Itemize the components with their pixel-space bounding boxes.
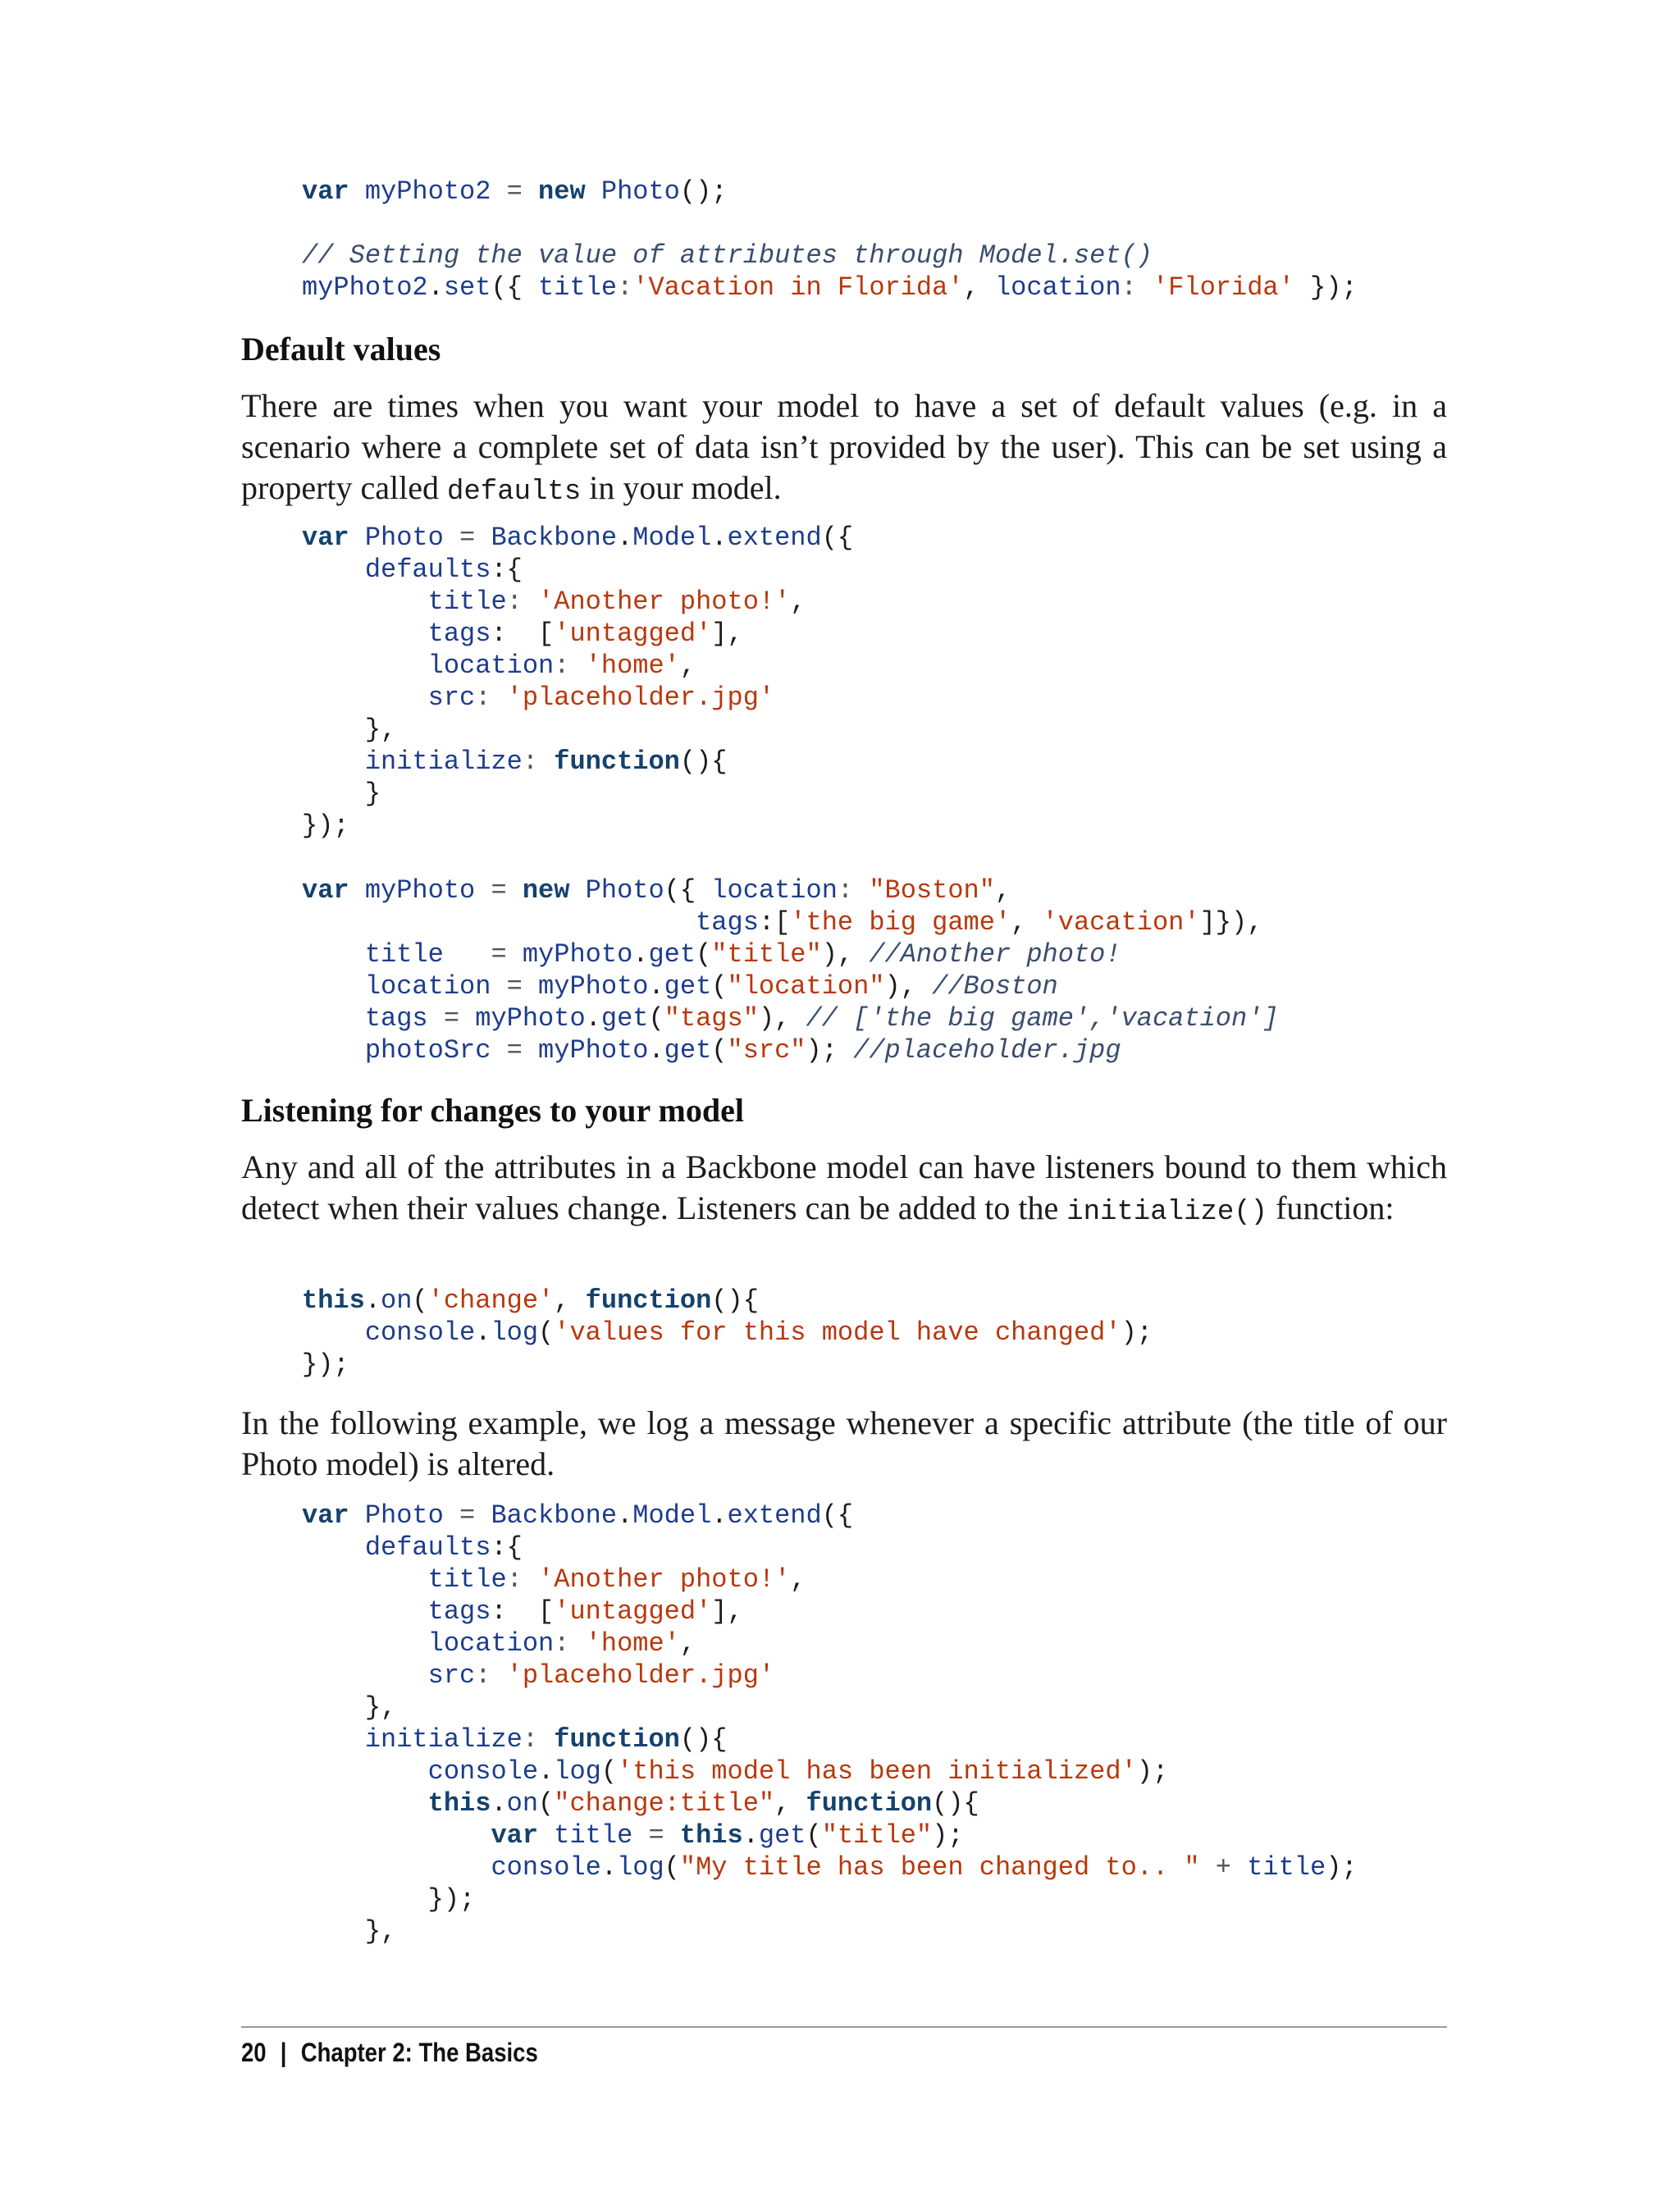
code-token: Photo	[585, 875, 664, 906]
code-token: .	[711, 1500, 728, 1531]
page-footer	[241, 2036, 538, 2069]
code-token: ,	[963, 272, 995, 303]
code-token: console	[427, 1756, 539, 1787]
code-token: (	[806, 1820, 822, 1851]
code-token: tags	[427, 1596, 491, 1627]
code-token: ();	[679, 176, 728, 207]
code-token: (	[664, 1852, 680, 1883]
code-token: title	[427, 587, 507, 617]
code-token: this	[679, 1820, 743, 1851]
code-comment: // ['the big game','vacation']	[806, 1003, 1279, 1034]
code-token: function	[585, 1285, 712, 1316]
code-token: =	[491, 176, 539, 207]
code-token: :[	[758, 907, 791, 938]
code-string: 'untagged'	[554, 1596, 712, 1627]
code-string: "change:title"	[554, 1788, 775, 1819]
code-token: get	[758, 1820, 806, 1851]
paragraph-following-example: In the following example, we log a message whenever a specific attribute (the title of our Photo model) is altered.	[241, 1404, 1447, 1482]
code-string: 'Another photo!'	[538, 1564, 791, 1595]
code-token: get	[648, 939, 696, 970]
code-token: (	[711, 971, 728, 1002]
code-token: (	[538, 1317, 555, 1348]
code-token: .	[427, 272, 444, 303]
code-token: (){	[711, 1285, 759, 1316]
code-token: },	[302, 1692, 397, 1723]
code-token: initialize	[364, 746, 523, 777]
code-token: .	[538, 1756, 555, 1787]
paragraph-text: Any and all of the attributes in a Backbone model can have listeners bound to them which detect when their values change. Listeners can be added to the	[241, 1148, 1447, 1226]
code-token: function	[554, 1724, 680, 1755]
code-string: 'Florida'	[1152, 272, 1294, 303]
code-token: get	[664, 1035, 712, 1066]
code-token: tags	[427, 619, 491, 649]
code-block-defaults	[302, 522, 853, 842]
code-token: .	[711, 523, 728, 553]
code-string: "tags"	[664, 1003, 759, 1034]
code-token: title	[1247, 1852, 1326, 1883]
code-token: location	[364, 971, 491, 1002]
code-string: "src"	[727, 1035, 806, 1066]
code-token: defaults	[364, 1532, 491, 1563]
code-token: Backbone	[491, 523, 618, 553]
code-token: location	[427, 1628, 555, 1659]
code-token: initialize	[364, 1724, 523, 1755]
code-token: =	[443, 939, 523, 970]
code-token: });	[302, 1349, 349, 1380]
code-token: .	[585, 1003, 601, 1034]
code-string: 'values for this model have changed'	[554, 1317, 1121, 1348]
code-token: .	[648, 971, 664, 1002]
code-token: .	[617, 523, 633, 553]
code-string: 'home'	[585, 1628, 680, 1659]
code-token: .	[632, 939, 649, 970]
code-token: (	[648, 1003, 664, 1034]
code-token: =	[491, 1035, 539, 1066]
code-token: ,	[790, 587, 806, 617]
code-token: },	[302, 714, 397, 745]
code-token: Photo	[600, 176, 680, 207]
code-token: ]}),	[1199, 907, 1263, 938]
code-token: location	[427, 651, 555, 681]
paragraph-listening	[241, 1147, 1447, 1233]
paragraph-text: There are times when you want your model to have a set of default values (e.g. in a scenario where a complete set of data isn’t provided by the user). This can be set using a property called	[241, 387, 1447, 506]
code-comment: //placeholder.jpg	[853, 1035, 1121, 1066]
code-token: (	[412, 1285, 428, 1316]
code-token: .	[491, 1788, 507, 1819]
code-token: var	[302, 176, 349, 207]
code-token: );	[1121, 1317, 1153, 1348]
code-token: :{	[491, 1532, 523, 1563]
code-token: (){	[679, 746, 728, 777]
code-token: title	[554, 1820, 633, 1851]
code-token: : [	[491, 1596, 555, 1627]
paragraph-default-values	[241, 386, 1447, 513]
code-string: "Boston"	[869, 875, 995, 906]
code-token: :	[837, 875, 870, 906]
code-string: 'change'	[427, 1285, 555, 1316]
code-token: ({	[821, 1500, 854, 1531]
code-token: (	[711, 1035, 728, 1066]
code-token: log	[491, 1317, 539, 1348]
code-token: );	[1136, 1756, 1169, 1787]
code-token: ,	[774, 1788, 806, 1819]
code-token: myPhoto	[538, 1035, 649, 1066]
code-string: 'placeholder.jpg'	[506, 1660, 775, 1691]
code-token: (	[538, 1788, 555, 1819]
code-token: ({	[821, 523, 854, 553]
code-string: "My title has been changed to.. "	[679, 1852, 1200, 1883]
code-token: ),	[884, 971, 933, 1002]
code-token: =	[443, 523, 491, 553]
code-token: );	[932, 1820, 964, 1851]
code-string: 'Another photo!'	[538, 587, 791, 617]
code-token: new	[538, 176, 586, 207]
code-token: src	[427, 1660, 476, 1691]
code-token: .	[742, 1820, 759, 1851]
code-token: .	[364, 1285, 381, 1316]
code-token: ({	[491, 272, 539, 303]
code-token: myPhoto	[475, 1003, 586, 1034]
code-token: =	[475, 875, 523, 906]
code-block-get-defaults	[302, 874, 1279, 1066]
code-token: :	[554, 651, 586, 681]
footer-separator: |	[280, 2038, 287, 2067]
code-token: myPhoto2	[364, 176, 491, 207]
code-comment: // Setting the value of attributes through Model.set()	[302, 240, 1153, 271]
code-token: .	[475, 1317, 491, 1348]
paragraph-text: function:	[1267, 1189, 1395, 1226]
code-string: 'the big game'	[790, 907, 1011, 938]
code-block-change-title	[302, 1500, 1358, 1947]
code-token: new	[522, 875, 570, 906]
code-token: ,	[554, 1285, 586, 1316]
code-token: ],	[711, 1596, 743, 1627]
code-token: );	[1326, 1852, 1358, 1883]
code-token: });	[302, 810, 349, 841]
code-token: extend	[727, 1500, 822, 1531]
code-string: 'untagged'	[554, 619, 712, 649]
page-number: 20	[241, 2038, 267, 2067]
code-token: :	[522, 746, 555, 777]
code-string: 'placeholder.jpg'	[506, 682, 775, 713]
code-token: ],	[711, 619, 743, 649]
code-token: defaults	[364, 555, 491, 585]
code-token: (	[696, 939, 712, 970]
code-token: =	[443, 1500, 491, 1531]
code-token: console	[491, 1852, 601, 1883]
code-token: ,	[1011, 907, 1043, 938]
code-token: +	[1199, 1852, 1248, 1883]
code-token: :	[617, 272, 633, 303]
code-token: ({	[664, 875, 712, 906]
code-token: myPhoto	[522, 939, 633, 970]
code-token: :	[475, 682, 507, 713]
code-token: ,	[994, 875, 1011, 906]
code-token: (){	[679, 1724, 728, 1755]
code-token: .	[648, 1035, 664, 1066]
code-token: get	[664, 971, 712, 1002]
code-token: :	[554, 1628, 586, 1659]
code-token: this	[427, 1788, 491, 1819]
code-token: function	[554, 746, 680, 777]
footer-divider	[241, 2026, 1447, 2028]
code-token: set	[443, 272, 491, 303]
code-token: on	[506, 1788, 539, 1819]
code-token: ,	[679, 1628, 696, 1659]
code-token: Model	[632, 1500, 712, 1531]
code-token: :	[506, 1564, 539, 1595]
code-string: 'this model has been initialized'	[617, 1756, 1137, 1787]
section-heading-default-values: Default values	[241, 331, 441, 368]
inline-code: initialize()	[1066, 1197, 1268, 1228]
code-token: Backbone	[491, 1500, 618, 1531]
code-token: ,	[679, 651, 696, 681]
code-token: title	[427, 1564, 507, 1595]
code-token: title	[364, 939, 444, 970]
code-string: 'Vacation in Florida'	[632, 272, 964, 303]
code-token: Photo	[364, 1500, 444, 1531]
code-token: ),	[758, 1003, 806, 1034]
code-token: Photo	[364, 523, 444, 553]
code-token: }	[302, 778, 381, 809]
code-token: },	[302, 1916, 397, 1947]
code-token: );	[806, 1035, 854, 1066]
code-token: function	[806, 1788, 933, 1819]
code-comment: //Another photo!	[869, 939, 1121, 970]
code-token: log	[554, 1756, 601, 1787]
code-token: log	[617, 1852, 664, 1883]
code-token: tags	[364, 1003, 428, 1034]
code-string: "title"	[821, 1820, 933, 1851]
code-token: myPhoto2	[302, 272, 428, 303]
code-token: :	[475, 1660, 507, 1691]
code-block-on-change	[302, 1285, 1153, 1381]
code-token: : [	[491, 619, 555, 649]
section-heading-listening: Listening for changes to your model	[241, 1092, 744, 1129]
code-string: 'home'	[585, 651, 680, 681]
code-token: :	[506, 587, 539, 617]
code-token: });	[1294, 272, 1358, 303]
code-token: =	[632, 1820, 680, 1851]
code-token: :	[1121, 272, 1153, 303]
paragraph-text: in your model.	[581, 469, 782, 506]
code-token: var	[302, 1500, 349, 1531]
code-token: get	[600, 1003, 649, 1034]
code-comment: //Boston	[932, 971, 1058, 1002]
code-token: var	[491, 1820, 539, 1851]
code-token: :	[522, 1724, 555, 1755]
code-token: myPhoto	[364, 875, 476, 906]
code-token: src	[427, 682, 476, 713]
code-token: (	[600, 1756, 618, 1787]
code-token: .	[600, 1852, 618, 1883]
code-token: var	[302, 875, 349, 906]
code-token: location	[994, 272, 1121, 303]
code-string: 'vacation'	[1042, 907, 1200, 938]
code-token: ,	[790, 1564, 806, 1595]
code-token: console	[364, 1317, 476, 1348]
code-token: myPhoto	[538, 971, 649, 1002]
code-token: =	[491, 971, 539, 1002]
code-token: var	[302, 523, 349, 553]
code-string: "location"	[727, 971, 885, 1002]
code-token: extend	[727, 523, 822, 553]
code-token: Model	[632, 523, 712, 553]
code-token: .	[617, 1500, 633, 1531]
inline-code: defaults	[447, 477, 582, 508]
code-token: this	[302, 1285, 365, 1316]
code-token: title	[538, 272, 618, 303]
code-token: =	[427, 1003, 476, 1034]
code-token: location	[711, 875, 838, 906]
code-token: photoSrc	[364, 1035, 491, 1066]
code-string: "title"	[711, 939, 822, 970]
code-token: on	[381, 1285, 413, 1316]
code-token: tags	[696, 907, 759, 938]
code-token: :{	[491, 555, 523, 585]
chapter-title: Chapter 2: The Basics	[300, 2038, 538, 2067]
code-token: (){	[932, 1788, 979, 1819]
code-token: ),	[821, 939, 870, 970]
code-block-model-set	[302, 176, 1358, 304]
code-token: });	[302, 1884, 476, 1915]
